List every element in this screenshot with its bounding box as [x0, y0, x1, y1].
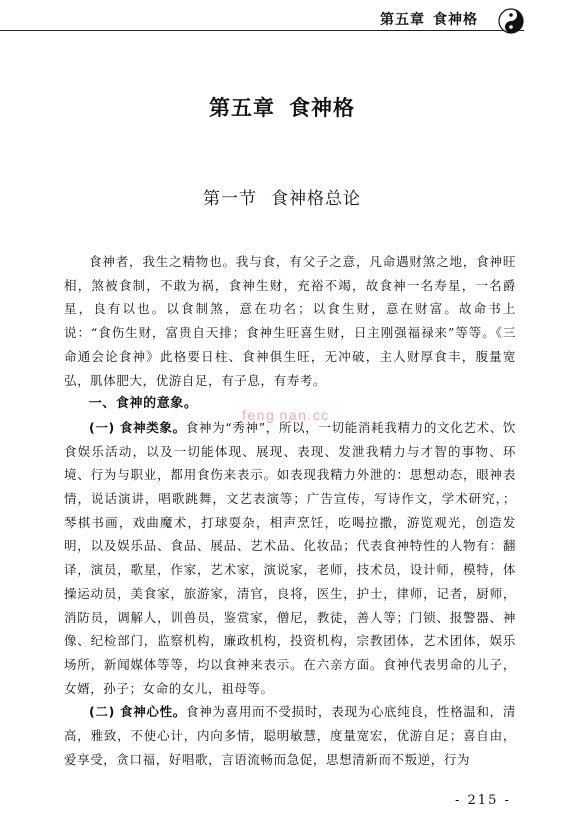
paragraph-intro: 食神者，我生之精物也。我与食，有父子之意，凡命遇财煞之地，食神旺相，煞被食制，不敢为祸，食神生财，充裕不竭，故食神一名寿星，一名爵星，良有以也。以食制煞，意在功名；以食生财，意在财富。故命书上说：“食伤生财，富贵自天排；食神生旺喜生财，日主刚强福禄来”等等。《三命通会论食神》此格要日柱、食神俱生旺，无冲破，主人财厚食丰，腹量宽弘，肌体肥大，优游自足，有子息，有寿考。: [64, 254, 516, 388]
paragraph-category-label: (一) 食神类象。: [89, 419, 186, 435]
watermark: feng nan.cc: [242, 407, 330, 423]
chapter-title: [0, 92, 564, 122]
chapter-number: 第五章: [209, 96, 275, 120]
yin-yang-icon: [498, 8, 524, 34]
section-title: [0, 184, 564, 209]
paragraph-temperament-label: (二) 食神心性。: [89, 704, 187, 720]
running-header-title: 食神格: [433, 12, 478, 28]
heading-imagery: 一、食神的意象。: [88, 396, 198, 412]
body-text: [64, 250, 516, 771]
page-number: - 215 -: [455, 793, 511, 808]
running-header-chapter: 第五章: [380, 12, 425, 28]
paragraph-temperament: [64, 700, 516, 771]
section-name: 食神格总论: [271, 189, 361, 209]
paragraph-temperament-text: 食神为喜用而不受损时，表现为心底纯良，性格温和，清高，雅致，不使心计，内向多情，聪明敏慧，度量宽宏，优游自足；喜自由，爱享受，贪口福，好唱歌，言语流畅而急促，思想清新而不叛逆，行为: [64, 704, 516, 767]
header-rule: [0, 30, 524, 31]
paragraph-category-text: 食神为“秀神”，所以，一切能消耗我精力的文化艺术、饮食娱乐活动，以及一切能体现、展现、表现、发泄我精力与才智的事物、环境、行为与职业，都用食伤来表示。如表现我精力外泄的：思想动态，眼神表情，说话演讲，唱歌跳舞，文艺表演等；广告宣传，写诗作文，学术研究，；琴棋书画，戏曲魔术，打球耍杂，相声烹饪，吃喝拉撒，游览观光，创造发明，以及娱乐品、食品、展品、艺术品、化妆品；代表食神特性的人物有：翻译，演员，歌星，作家，艺术家，演说家，老师，技术员，设计师，模特，体操运动员，美食家，旅游家，清官，良将，医生，护士，律师，记者，厨师，消防员，调解人，训兽员，鉴赏家，僧尼，教徒，善人等；门锁、报警器、神像、纪检部门，监察机构，廉政机构，投资机构，宗教团体，艺术团体，娱乐场所，新闻媒体等等，均以食神来表示。在六亲方面。食神代表男命的儿子，女婿，孙子；女命的女儿，祖母等。: [64, 419, 516, 696]
section-number: 第一节: [203, 189, 257, 209]
paragraph-category: [64, 416, 516, 700]
running-header: [380, 8, 512, 30]
chapter-name: 食神格: [289, 96, 355, 120]
